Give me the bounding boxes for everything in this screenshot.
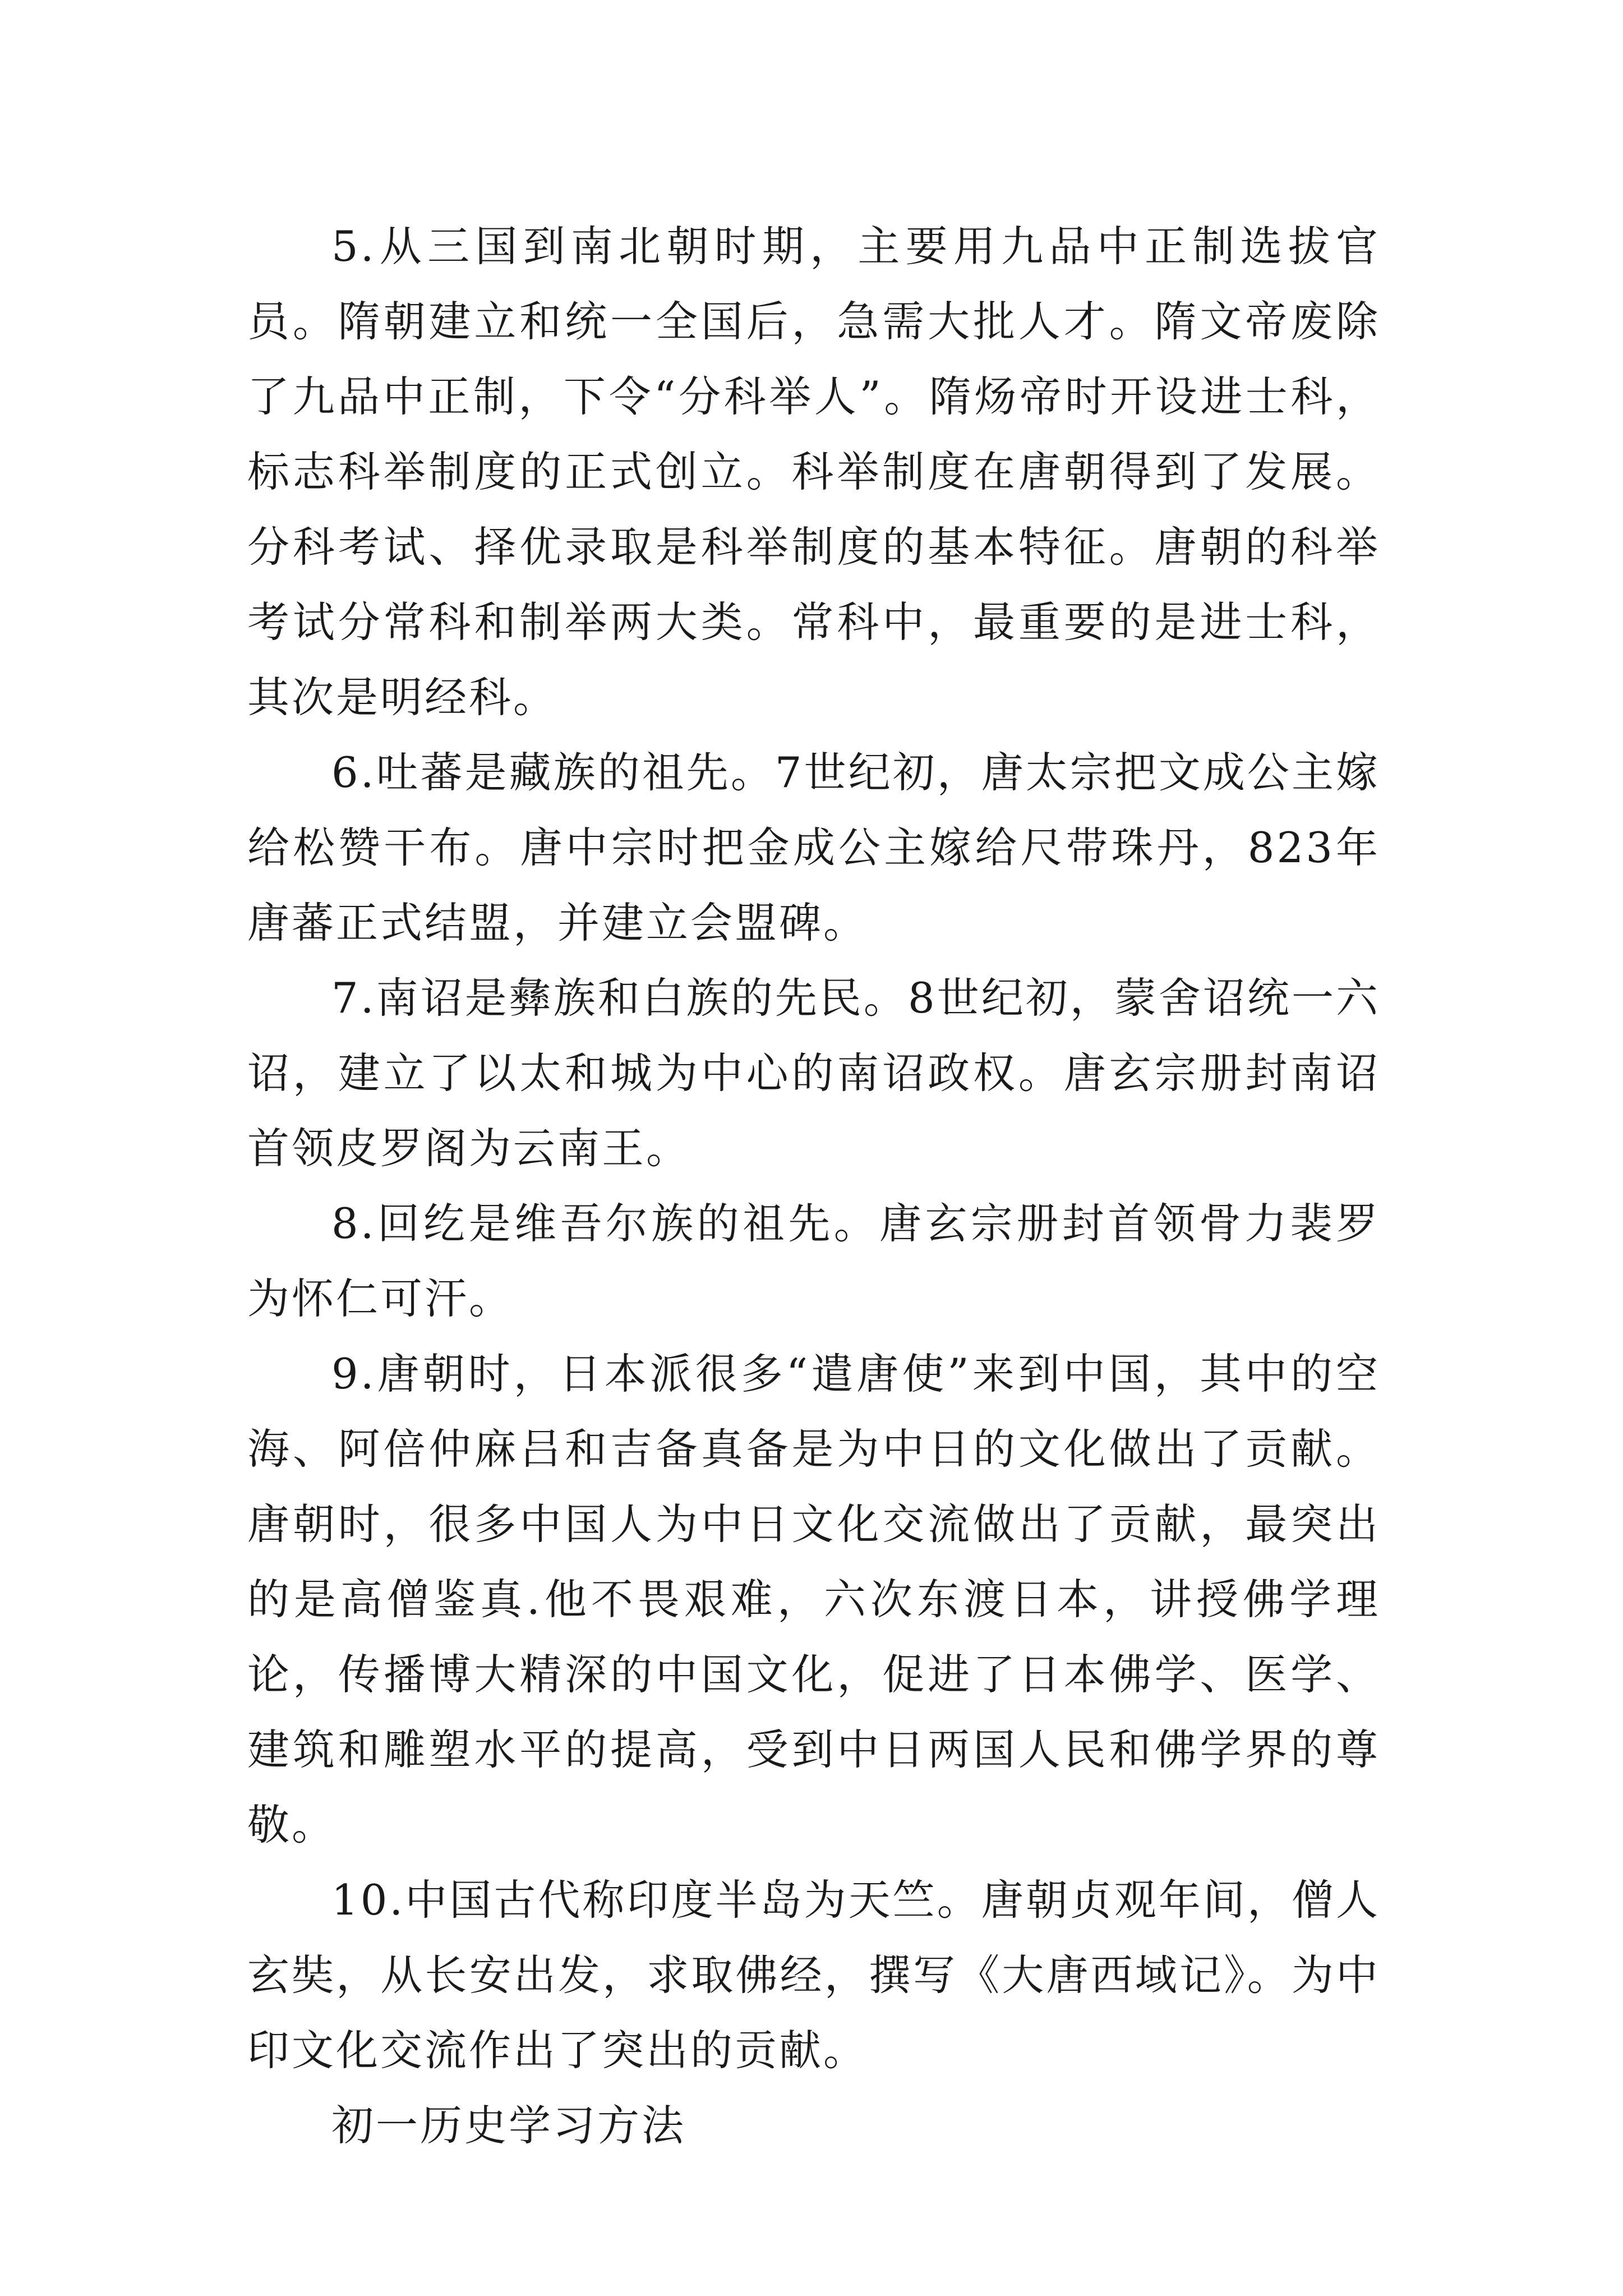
paragraph-6: 6.吐蕃是藏族的祖先。7世纪初，唐太宗把文成公主嫁给松赞干布。唐中宗时把金成公主嫁给尺带珠丹，823年唐蕃正式结盟，并建立会盟碑。 <box>247 748 1380 947</box>
paragraph-10: 10.中国古代称印度半岛为天竺。唐朝贞观年间，僧人玄奘，从长安出发，求取佛经，撰写《大唐西域记》。为中印文化交流作出了突出的贡献。 <box>247 1875 1380 2075</box>
paragraph-9: 9.唐朝时，日本派很多“遣唐使”来到中国，其中的空海、阿倍仲麻吕和吉备真备是为中日的文化做出了贡献。唐朝时，很多中国人为中日文化交流做出了贡献，最突出的是高僧鉴真.他不畏艰难，六次东渡日本，讲授佛学理论，传播博大精深的中国文化，促进了日本佛学、医学、建筑和雕塑水平的提高，受到中日两国人民和佛学界的尊敬。 <box>247 1349 1380 1849</box>
paragraph-5: 5.从三国到南北朝时期，主要用九品中正制选拔官员。隋朝建立和统一全国后，急需大批人才。隋文帝废除了九品中正制，下令“分科举人”。隋炀帝时开设进士科，标志科举制度的正式创立。科举制度在唐朝得到了发展。分科考试、择优录取是科举制度的基本特征。唐朝的科举考试分常科和制举两大类。常科中，最重要的是进士科，其次是明经科。 <box>247 222 1380 722</box>
document-body <box>247 209 1380 2163</box>
paragraph-7: 7.南诏是彝族和白族的先民。8世纪初，蒙舍诏统一六诏，建立了以太和城为中心的南诏政权。唐玄宗册封南诏首领皮罗阁为云南王。 <box>247 973 1380 1173</box>
section-heading: 初一历史学习方法 <box>331 2101 686 2150</box>
paragraph-8: 8.回纥是维吾尔族的祖先。唐玄宗册封首领骨力裴罗为怀仁可汗。 <box>247 1199 1380 1323</box>
